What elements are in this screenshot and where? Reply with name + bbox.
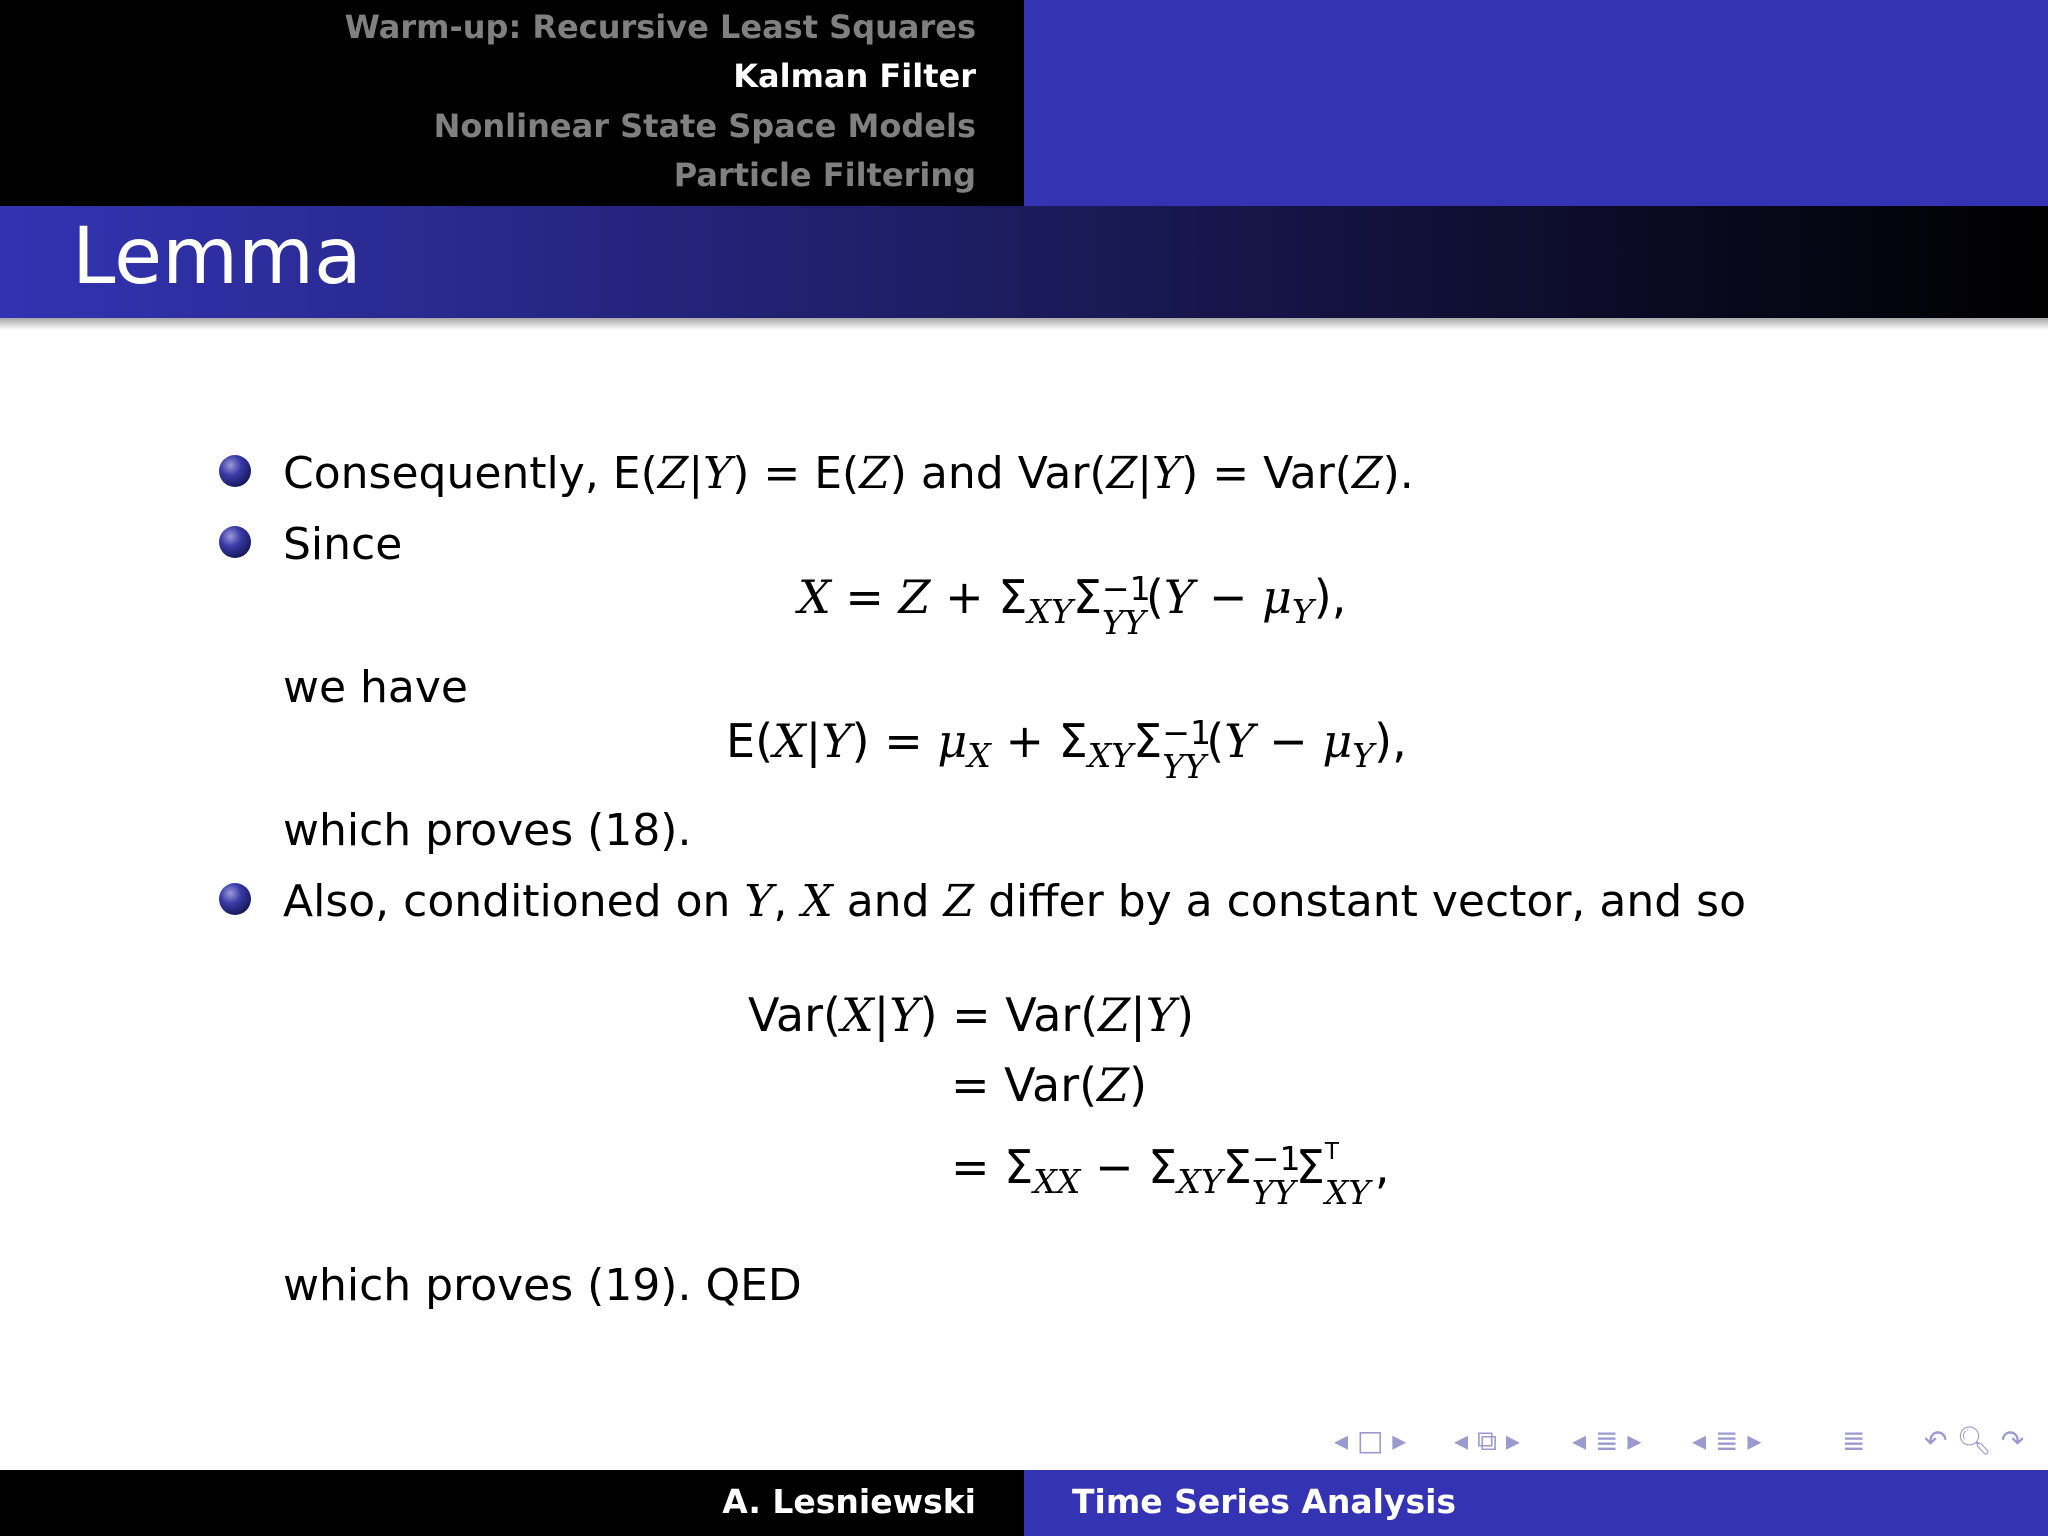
- header-right-panel: [1024, 0, 2048, 206]
- footer-author: A. Lesniewski: [722, 1482, 976, 1521]
- bullet-icon: [219, 455, 251, 487]
- bullet-3-text: Also, conditioned on Y, X and Z differ by a constant vector, and so: [283, 876, 1747, 927]
- nav-subsection-icon[interactable]: ◂ ⧉ ▸: [1454, 1424, 1520, 1457]
- footer-title: Time Series Analysis: [1072, 1482, 1457, 1521]
- bullet-2-text: Since: [283, 519, 403, 570]
- bullet-icon: [219, 883, 251, 915]
- nav-search-icon[interactable]: ↶ 🔍︎ ↷: [1924, 1424, 2025, 1457]
- frame-title: Lemma: [72, 212, 362, 302]
- nav-frame-prev-icon[interactable]: ◂ □ ▸: [1334, 1424, 1407, 1457]
- nav-appendix-icon[interactable]: ≣: [1842, 1424, 1866, 1457]
- nav-section-kalman[interactable]: Kalman Filter: [733, 57, 976, 95]
- bullet-icon: [219, 526, 251, 558]
- bullet-1-text: Consequently, E(Z|Y) = E(Z) and Var(Z|Y) = Var(Z).: [283, 448, 1414, 499]
- equation-var-line-2: = Var(Z): [951, 1058, 1148, 1112]
- proves-19-text: which proves (19). QED: [283, 1260, 802, 1311]
- equation-var-line-1: Var(X|Y) = Var(Z|Y): [748, 988, 1195, 1042]
- proves-18-text: which proves (18).: [283, 805, 692, 856]
- equation-conditional-mean: $E(X|Y) = \mu_X + \Sigma_{XY}\Sigma$ −1 YY $(Y - \mu_Y)$,: [726, 713, 1407, 786]
- nav-section-warmup[interactable]: Warm-up: Recursive Least Squares: [344, 8, 976, 46]
- nav-section-nonlinear[interactable]: Nonlinear State Space Models: [433, 107, 976, 145]
- nav-section-icon[interactable]: ◂ ≣ ▸: [1572, 1424, 1642, 1457]
- equation-x-decomposition: $X = Z + \Sigma_{XY}\Sigma$ −1 YY $(Y - \mu_Y)$,: [798, 569, 1347, 642]
- nav-section-particle[interactable]: Particle Filtering: [673, 156, 976, 194]
- we-have-text: we have: [283, 662, 469, 713]
- equation-var-line-3: = $\Sigma_{XX} - \Sigma_{XY}\Sigma$ −1 YY Σ T XY ,: [951, 1139, 1390, 1212]
- nav-document-icon[interactable]: ◂ ≣ ▸: [1692, 1424, 1762, 1457]
